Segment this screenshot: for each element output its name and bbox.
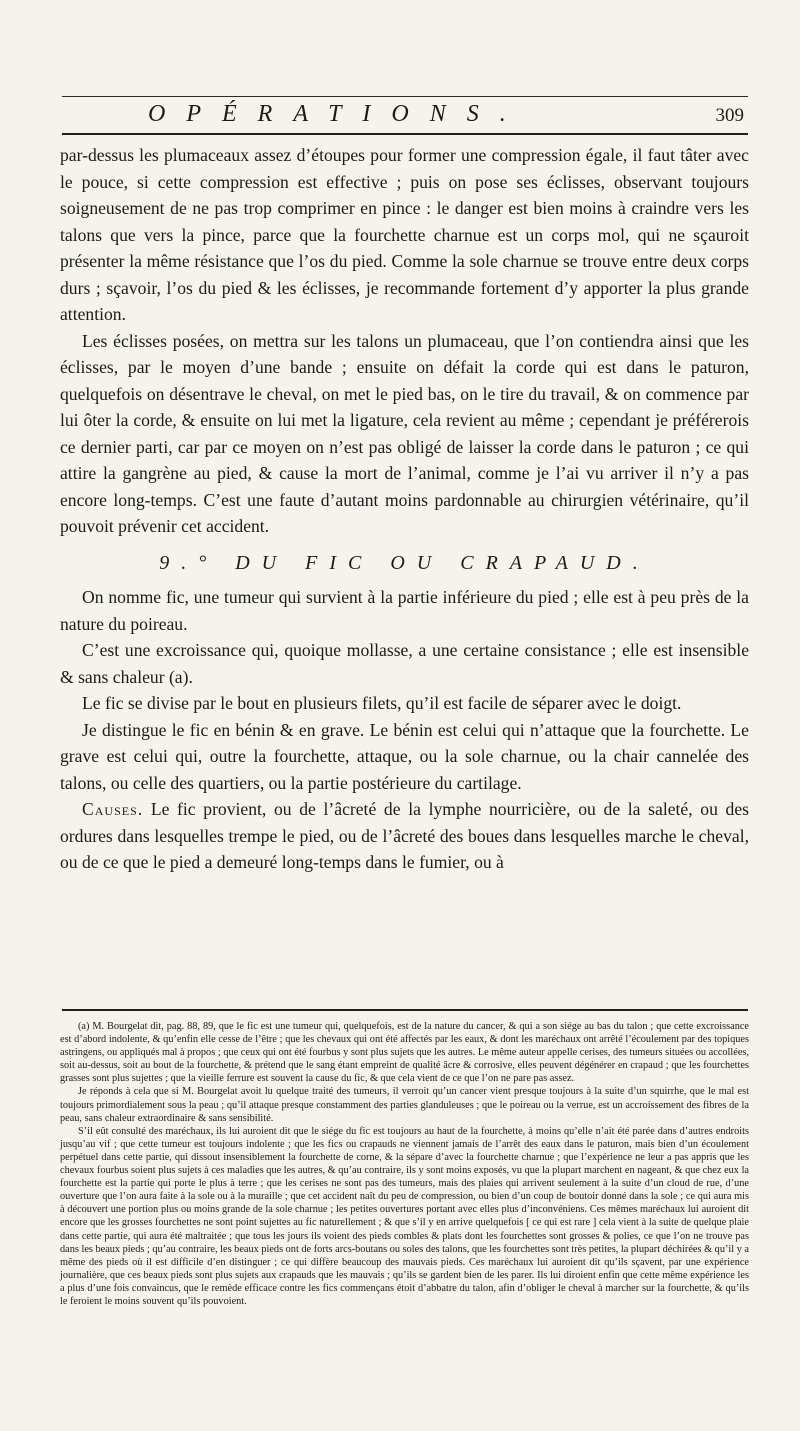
top-rule: [62, 96, 748, 97]
paragraph-definition: On nomme fic, une tumeur qui survient à la partie inférieure du pied ; elle est à peu près de la nature du poireau.: [60, 587, 749, 634]
footnote-reponse: Je réponds à cela que si M. Bourgelat avoit lu quelque traité des tumeurs, il verroit qu’un cancer vient presque toujours à la suite d’un squirrhe, que le mal est toujours primordialement sous la peau ; qu’il attaque presque constamment des parties glanduleuses ; que le poireau ou la verrue, est un accroissement des fibres de la peau, sans chaleur extraordinaire & sans sensibilité.: [60, 1086, 749, 1124]
footnote-marechaux: S’il eût consulté des maréchaux, ils lui auroient dit que le siége du fic est toujours au haut de la fourchette, à moins qu’elle n’ait été parée dans d’autres endroits jusqu’au vif ; que cette tumeur est toujours indolente ; que les fics ou crapauds ne viennent jamais de l’arrêt des eaux dans le paturon, mais bien d’un écoulement perpétuel dans cette partie, qui dissout insensiblement la fourchette de corne, & la sépare d’avec la fourchette charnue ; que l’expérience ne leur a pas appris que les chevaux fourbus soient plus sujets à ces maladies que les autres, & qu’au contraire, ils y sont moins exposés, vu que la plupart marchent en nageant, & que chez eux la fourchette est la partie qui porte le plus à terre ; que les cerises ne sont pas des tumeurs, mais des plaies qui arrivent seulement à la suite d’un cloud de rue, d’une ouverture que l’on aura faite à la sole ou à la muraille ; que cet accident naît du peu de compression, ou bien d’un coup de boutoir donné dans la sole ; ce qui aura mis à découvert une portion plus ou moins grande de la sole charnue ; les petites ouvertures portant avec elles plus d’inconvéniens. Ces mêmes maréchaux lui auroient dit encore que les grosses fourchettes ne sont point sujettes au fic naturellement ; & que s’il y en arrive quelquefois [ ce qui est rare ] cela vient à la suite de quelque plaie dans cette partie, qui aura été maltraitée ; que tous les jours ils voient des pieds combles & plats dont les fourchettes sont grosses & polies, ce que l’on ne trouve pas dans les beaux pieds ; qu’au contraire, les beaux pieds ont de forts arcs-boutans ou soles des talons, que les fourchettes sont très petites, la plupart déchirées & qu’il y a même des pieds où il est difficile d’en distinguer ; ce qui diffère beaucoup des mauvais pieds. Ces maréchaux lui auroient dit qu’ils sçavent, par une expérience journalière, que ces beaux pieds sont plus sujets aux crapauds que les mauvais ; qu’ils se gardent bien de les parer. Ils lui diroient enfin que cette même expérience les a plus d’une fois convaincus, que le remède efficace contre les fics commençans étoit d’abbatre du talon, afin d’obliger le cheval à marcher sur la fourchette, & qu’ils le feroient le moins souvent qu’ils pouvoient.: [60, 1125, 749, 1307]
paragraph-division: Le fic se divise par le bout en plusieurs filets, qu’il est facile de séparer avec le doigt.: [82, 693, 682, 713]
footnote-rule: [62, 1009, 748, 1011]
footnote-a: (a) M. Bourgelat dit, pag. 88, 89, que le fic est une tumeur qui, quelquefois, est de la nature du cancer, & qui a son siége au bas du talon ; que cette excroissance est d’abord indolente, & qu’enfin elle cesse de l’être ; que les chevaux qui ont été affectés par les eaux, & dont les maréchaux ont arrêté l’écoulement par des topiques astringens, ou appliqués mal à propos ; que ceux qui ont été fourbus y sont plus sujets que les autres. Le même auteur appelle cerises, des tumeurs situées ou accollées, soit au-dessus, soit au bout de la fourchette, & prétend que le sang étant empreint de qualité âcre & corrosive, elles peuvent dégénérer en crapaud ; que les fourchettes grasses sont plus sujettes ; que la vieille ferrure est souvent la cause du fic, & que cela vient de ce que l’on ne pare pas assez.: [60, 1021, 749, 1085]
paragraph-eclisses: Les éclisses posées, on mettra sur les talons un plumaceau, que l’on contiendra ainsi que les éclisses, par le moyen d’une bande ; ensuite on défait la corde qui est dans le paturon, quelquefois on désentrave le cheval, on met le pied bas, on le tire du travail, & on commence par lui ôter la corde, & ensuite on lui met la ligature, cela revient au même ; cependant je préférerois ce dernier parti, car par ce moyen on n’est pas obligé de laisser la corde dans le paturon ; ce qui attire la gangrène au pied, & cause la mort de l’animal, comme je l’ai vu arriver il n’y a pas encore long-temps. C’est une faute d’autant moins pardonnable au chirurgien vétérinaire, qu’il pouvoit prévenir cet accident.: [60, 330, 749, 536]
causes-heading: Causes.: [82, 799, 144, 819]
paragraph-continuation: par-dessus les plumaceaux assez d’étoupes pour former une compression égale, il faut tâter avec le pouce, si cette compression est effective ; puis on pose ses éclisses, observant toujours soigneusement de ne pas trop comprimer en pince : le danger est bien moins à craindre vers les talons que vers la pince, parce que la fourchette charnue est un corps mol, qui ne sçauroit présenter la même résistance que l’os du pied. Comme la sole charnue se trouve entre deux corps durs ; sçavoir, l’os du pied & les éclisses, je recommande fortement d’y apporter la plus grande attention.: [60, 145, 749, 324]
paragraph-excroissance: C’est une excroissance qui, quoique mollasse, a une certaine consistance ; elle est insensible & sans chaleur (a).: [60, 640, 749, 687]
page-header: [60, 101, 748, 137]
paragraph-distinction: Je distingue le fic en bénin & en grave. Le bénin est celui qui n’attaque que la fourchette. Le grave est celui qui, outre la fourchette, attaque, ou la sole charnue, ou la chair cannelée des talons, ou celle des quartiers, ou la partie postérieure du cartilage.: [60, 719, 749, 793]
section-title: 9.° DU FIC OU CRAPAUD.: [159, 551, 650, 574]
causes-text: Le fic provient, ou de l’âcreté de la lymphe nourricière, ou de la saleté, ou des ordures dans lesquelles trempe le pied, ou de l’âcreté des boues dans lesquelles marche le cheval, ou de ce que le pied a demeuré long-temps dans le fumier, ou à: [60, 799, 749, 872]
main-text: [60, 142, 749, 876]
paragraph-causes: [60, 796, 749, 876]
header-rule: [62, 133, 748, 135]
footnotes: [60, 1020, 749, 1308]
page-number: 309: [715, 105, 744, 126]
running-head: OPÉRATIONS.: [148, 101, 527, 127]
